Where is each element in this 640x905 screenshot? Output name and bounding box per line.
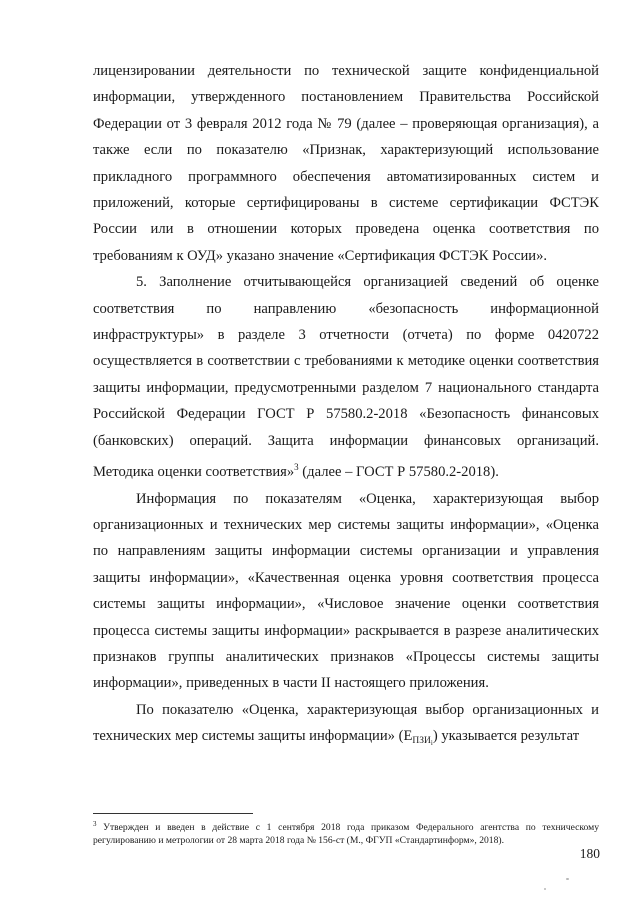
footnote-reference[interactable]: 3 xyxy=(294,462,299,473)
footnote-separator xyxy=(93,813,253,814)
page-number: 180 xyxy=(579,846,600,861)
paragraph-item-5 xyxy=(93,269,599,485)
scan-speck xyxy=(566,878,569,880)
body-text xyxy=(93,58,599,757)
paragraph-text: По показателю «Оценка, характеризующая выбор организационных и технических мер системы защиты информации» (E xyxy=(93,701,599,745)
paragraph-indicators xyxy=(93,486,599,697)
footnote-text: Утвержден и введен в действие с 1 сентября 2018 года приказом Федерального агентства по техническому регулированию и метрологии от 28 марта 2018 года № 156-ст (М., ФГУП «Стандартинформ», 2018). xyxy=(93,822,599,846)
paragraph-text: Информация по показателям «Оценка, характеризующая выбор организационных и технических мер системы защиты информации», «Оценка по направлениям защиты информации системы организации и управления защиты информации», «Качественная оценка уровня соответствия процесса системы защиты информации», «Числовое значение оценки соответствия процесса системы защиты информации» раскрывается в разрезе аналитических признаков группы аналитических признаков «Процессы системы защиты информации», приведенных в части II настоящего приложения. xyxy=(93,490,599,692)
paragraph-continuation xyxy=(93,58,599,269)
footnote xyxy=(93,818,599,847)
paragraph-text: 5. Заполнение отчитывающейся организацией сведений об оценке соответствия по направлению «безопасность информационной инфраструктуры» в разделе 3 отчетности (отчета) по форме 0420722 осуществляется в соответствии с требованиями к методике оценки соответствия защиты информации, предусмотренными разделом 7 национального стандарта Российской Федерации ГОСТ Р 57580.2-2018 «Безопасность финансовых (банковских) операций. Защита информации финансовых организаций. Методика оценки соответствия» xyxy=(93,274,599,481)
paragraph-text-after: ) указывается результат xyxy=(432,728,580,745)
formula-subscript: ПЗИi xyxy=(412,736,433,748)
footnote-mark: 3 xyxy=(93,820,97,828)
formula-subscript-index: i xyxy=(430,739,433,748)
paragraph-text-after: (далее – ГОСТ Р 57580.2-2018). xyxy=(298,464,499,481)
scan-speck xyxy=(544,888,546,890)
paragraph-indicator-e xyxy=(93,697,599,757)
paragraph-text: лицензировании деятельности по технической защите конфиденциальной информации, утвержденного постановлением Правительства Российской Федерации от 3 февраля 2012 года № 79 (далее – проверяющая организация), а также если по показателю «Признак, характеризующий использование прикладного программного обеспечения автоматизированных систем и приложений, которые сертифицированы в системе сертификации ФСТЭК России или в отношении которых проведена оценка соответствия по требованиям к ОУД» указано значение «Сертификация ФСТЭК России». xyxy=(93,63,599,264)
